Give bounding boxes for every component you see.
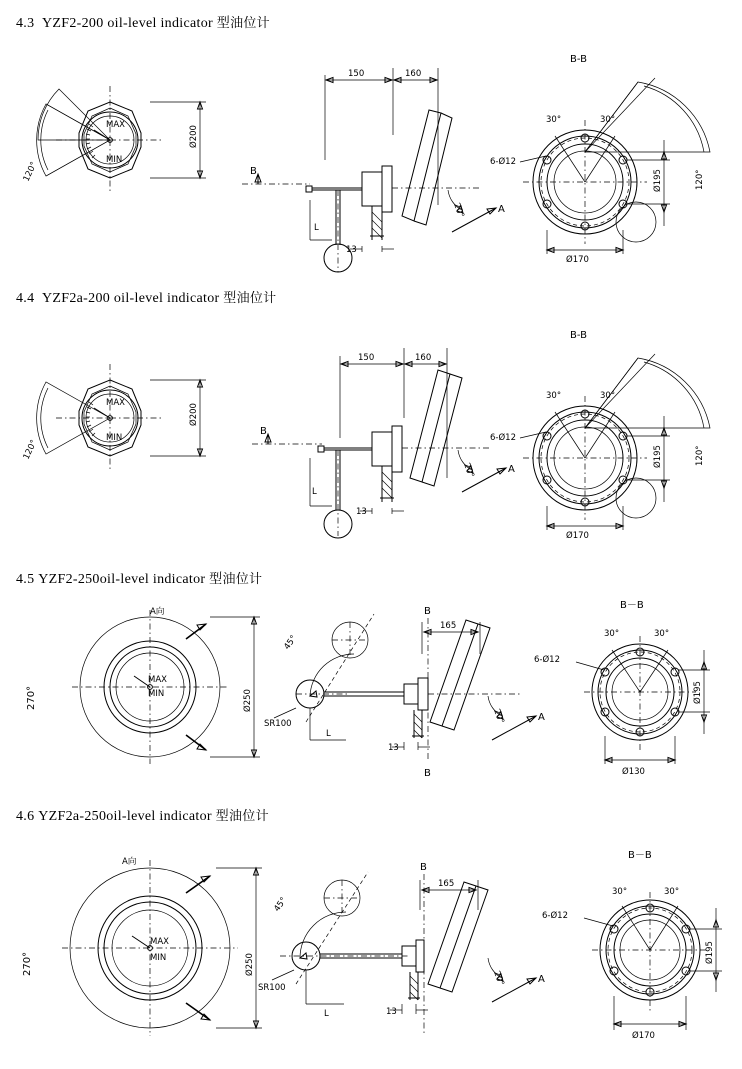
section-holes-4-4: 6-Ø12 <box>490 433 516 443</box>
side-view-4-5 <box>264 606 545 779</box>
front-diameter-4-6: Ø250 <box>245 953 255 976</box>
section-arc-angle-4-3: 120° <box>695 169 705 190</box>
section-angle-left-4-3: 30° <box>546 115 562 125</box>
section-model: YZF2a-250 <box>38 809 107 824</box>
side-angle-4-3: 20° <box>451 201 466 220</box>
figure-4-5 <box>10 592 730 792</box>
front-diameter-4-3: Ø200 <box>189 125 199 148</box>
side-arrow-label-4-3: A <box>498 204 505 215</box>
min-label-4-5: MIN <box>148 689 165 699</box>
section-name-en: oil-level indicator <box>113 291 220 306</box>
side-angle-4-6: 20° <box>491 969 506 988</box>
section-angle-left-4-5: 30° <box>604 629 620 639</box>
section-title-label-4-4: B-B <box>570 330 587 341</box>
side-angle-top-4-6: 45° <box>272 895 290 914</box>
section-model: YZF2a-200 <box>42 291 111 306</box>
section-view-4-5 <box>534 600 710 777</box>
section-model: YZF2-250 <box>38 572 100 587</box>
side-angle-top-4-5: 45° <box>282 633 300 652</box>
side-dim-a-4-6: 165 <box>438 879 455 889</box>
side-radius-4-6: SR100 <box>258 983 286 993</box>
side-section-mark-4-4: B <box>260 426 267 437</box>
section-bolt-circle-4-5: Ø195 <box>693 681 703 704</box>
front-view-mark-4-5: A向 <box>150 607 165 617</box>
side-view-4-6 <box>258 862 545 1034</box>
front-diameter-4-5: Ø250 <box>243 689 253 712</box>
section-angle-right-4-4: 30° <box>600 391 616 401</box>
section-name-en: oil-level indicator <box>106 809 212 824</box>
max-label-4-6: MAX <box>150 937 169 947</box>
section-number: 4.3 <box>16 16 35 31</box>
side-dim-c-4-3: 13 <box>346 245 357 255</box>
side-radius-4-5: SR100 <box>264 719 292 729</box>
section-title-4-6 <box>16 805 269 825</box>
side-dim-a-4-4: 150 <box>358 353 375 363</box>
section-number: 4.6 <box>16 809 35 824</box>
section-holes-4-6: 6-Ø12 <box>542 911 568 921</box>
min-label-4-4: MIN <box>106 433 123 443</box>
section-bolt-circle-4-3: Ø195 <box>653 169 663 192</box>
side-arrow-label-4-4: A <box>508 464 515 475</box>
min-label-4-6: MIN <box>150 953 167 963</box>
section-name-cn: 型油位计 <box>216 16 270 31</box>
section-number: 4.5 <box>16 572 35 587</box>
figure-4-6 <box>10 838 730 1063</box>
section-angle-right-4-3: 30° <box>600 115 616 125</box>
front-view-4-5 <box>26 606 260 764</box>
side-dim-c-4-4: 13 <box>356 507 367 517</box>
section-title-label-4-6: B－B <box>628 850 652 861</box>
section-angle-left-4-4: 30° <box>546 391 562 401</box>
side-dim-c-4-5: 13 <box>388 743 399 753</box>
section-view-4-6 <box>542 850 722 1041</box>
section-name-en: oil-level indicator <box>107 16 213 31</box>
front-angle-4-5: 270° <box>26 685 37 710</box>
max-label-4-3: MAX <box>106 120 125 130</box>
section-title-4-5 <box>16 568 262 588</box>
side-rod-label-4-6: L <box>324 1009 329 1019</box>
side-dim-b-4-4: 160 <box>415 353 432 363</box>
section-title-4-3 <box>16 12 270 32</box>
side-section-mark-4-3: B <box>250 166 257 177</box>
front-view-4-6 <box>22 856 262 1036</box>
section-view-4-4 <box>490 330 710 541</box>
section-bore-4-6: Ø170 <box>632 1031 655 1041</box>
section-view-4-3 <box>490 54 710 265</box>
section-title-label-4-5: B－B <box>620 600 644 611</box>
section-bore-4-4: Ø170 <box>566 531 589 541</box>
side-view-4-4 <box>252 348 515 538</box>
section-holes-4-3: 6-Ø12 <box>490 157 516 167</box>
section-name-cn: 型油位计 <box>215 809 269 824</box>
side-dim-a-4-3: 150 <box>348 69 365 79</box>
section-arc-angle-4-4: 120° <box>695 445 705 466</box>
section-name-cn: 型油位计 <box>223 291 277 306</box>
max-label-4-4: MAX <box>106 398 125 408</box>
side-rod-label-4-5: L <box>326 729 331 739</box>
section-name-cn: 型油位计 <box>209 572 263 587</box>
section-title-label-4-3: B-B <box>570 54 587 65</box>
front-angle-4-6: 270° <box>22 951 33 976</box>
section-angle-left-4-6: 30° <box>612 887 628 897</box>
side-view-4-3 <box>242 68 505 272</box>
section-name-en: oil-level indicator <box>99 572 206 587</box>
side-arrow-label-4-6: A <box>538 974 545 985</box>
front-angle-4-3: 120° <box>21 160 40 184</box>
side-rod-label-4-3: L <box>314 223 319 233</box>
front-view-4-4 <box>22 364 206 472</box>
side-dim-b-4-3: 160 <box>405 69 422 79</box>
min-label-4-3: MIN <box>106 155 123 165</box>
front-diameter-4-4: Ø200 <box>189 403 199 426</box>
side-rod-label-4-4: L <box>312 487 317 497</box>
front-view-4-3 <box>22 86 206 194</box>
side-section-mark-4-6: B <box>420 862 427 873</box>
side-dim-c-4-6: 13 <box>386 1007 397 1017</box>
figure-4-4 <box>10 318 730 543</box>
section-angle-right-4-5: 30° <box>654 629 670 639</box>
max-label-4-5: MAX <box>148 675 167 685</box>
front-angle-4-4: 120° <box>21 438 40 462</box>
section-bore-4-3: Ø170 <box>566 255 589 265</box>
section-holes-4-5: 6-Ø12 <box>534 655 560 665</box>
section-bore-4-5: Ø130 <box>622 767 645 777</box>
side-dim-a-4-5: 165 <box>440 621 457 631</box>
section-bolt-circle-4-6: Ø195 <box>705 941 715 964</box>
side-arrow-label-4-5: A <box>538 712 545 723</box>
side-angle-4-4: 20° <box>461 461 476 480</box>
section-angle-right-4-6: 30° <box>664 887 680 897</box>
side-section-mark2-4-5: B <box>424 768 431 779</box>
side-section-mark-4-5: B <box>424 606 431 617</box>
front-view-mark-4-6: A向 <box>122 857 137 867</box>
section-model: YZF2-200 <box>42 16 104 31</box>
section-bolt-circle-4-4: Ø195 <box>653 445 663 468</box>
side-angle-4-5: 20° <box>491 707 506 726</box>
figure-4-3 <box>10 40 730 265</box>
section-title-4-4 <box>16 287 276 307</box>
section-number: 4.4 <box>16 291 35 306</box>
